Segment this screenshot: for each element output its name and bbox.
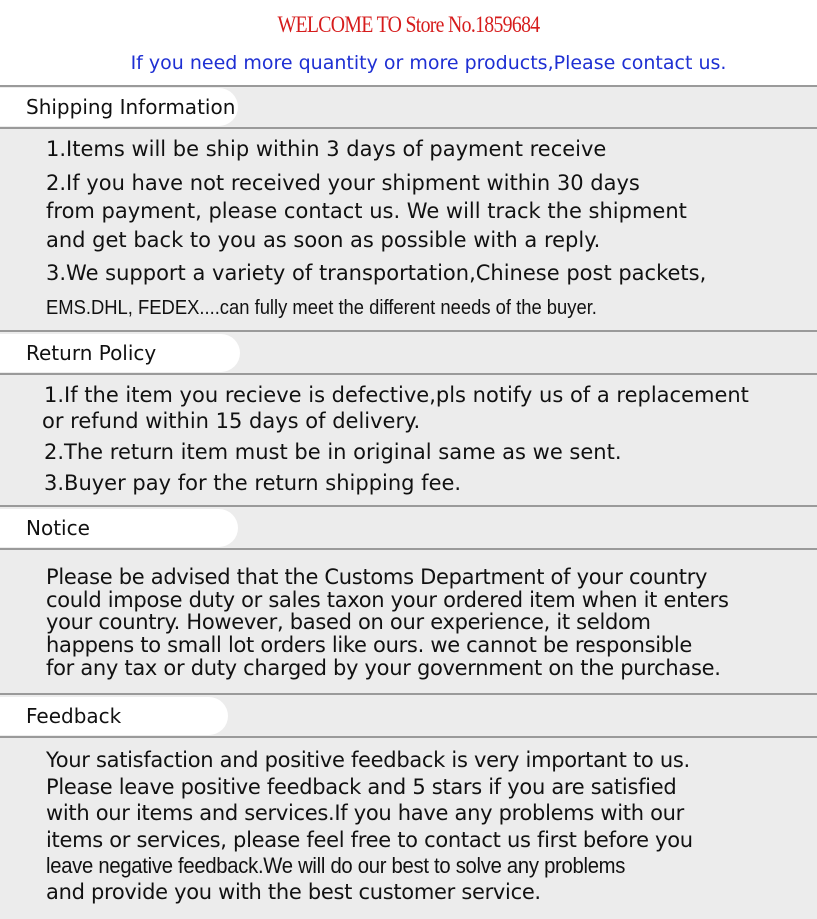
section-title-return: Return Policy xyxy=(26,341,157,365)
shipping-line: 2.If you have not received your shipment within 30 days xyxy=(46,171,640,195)
feedback-line: Please leave positive feedback and 5 stars if you are satisfied xyxy=(46,775,677,799)
feedback-line: leave negative feedback.We will do our best to solve any problems xyxy=(46,853,626,878)
shipping-line: from payment, please contact us. We will track the shipment xyxy=(46,199,687,223)
section-title-notice: Notice xyxy=(26,516,90,540)
shipping-line: EMS.DHL, FEDEX....can fully meet the different needs of the buyer. xyxy=(46,297,597,319)
return-line: 2.The return item must be in original same as we sent. xyxy=(44,440,622,464)
section-header-feedback xyxy=(0,697,228,735)
section-title-feedback: Feedback xyxy=(26,704,122,728)
shipping-line: and get back to you as soon as possible with a reply. xyxy=(46,228,601,252)
feedback-line: Your satisfaction and positive feedback is very important to us. xyxy=(46,748,690,772)
return-line: 1.If the item you recieve is defective,pls notify us of a replacement xyxy=(44,383,749,407)
divider xyxy=(0,736,817,738)
section-header-shipping xyxy=(0,88,238,126)
notice-line: happens to small lot orders like ours. we cannot be responsible xyxy=(46,633,692,657)
feedback-line: and provide you with the best customer service. xyxy=(46,880,541,904)
return-line: 3.Buyer pay for the return shipping fee. xyxy=(44,471,462,495)
divider xyxy=(0,548,817,550)
feedback-line: items or services, please feel free to contact us first before you xyxy=(46,828,693,852)
store-header xyxy=(0,0,817,85)
divider xyxy=(0,373,817,375)
feedback-line: with our items and services.If you have any problems with our xyxy=(46,801,685,825)
notice-line: could impose duty or sales taxon your ordered item when it enters xyxy=(46,588,729,612)
divider xyxy=(0,330,817,332)
notice-line: for any tax or duty charged by your government on the purchase. xyxy=(46,656,721,680)
notice-line: your country. However, based on our experience, it seldom xyxy=(46,610,651,634)
divider xyxy=(0,85,817,87)
welcome-title: WELCOME TO Store No.1859684 xyxy=(277,12,540,37)
divider xyxy=(0,127,817,129)
divider xyxy=(0,505,817,507)
divider xyxy=(0,693,817,695)
shipping-line: 3.We support a variety of transportation,Chinese post packets, xyxy=(46,261,707,285)
contact-message: If you need more quantity or more products,Please contact us. xyxy=(130,52,727,74)
section-header-return xyxy=(0,334,240,372)
shipping-line: 1.Items will be ship within 3 days of payment receive xyxy=(46,137,607,161)
notice-line: Please be advised that the Customs Department of your country xyxy=(46,565,708,589)
section-title-shipping: Shipping Information xyxy=(26,95,236,119)
return-line: or refund within 15 days of delivery. xyxy=(42,409,421,433)
section-header-notice xyxy=(0,509,238,547)
